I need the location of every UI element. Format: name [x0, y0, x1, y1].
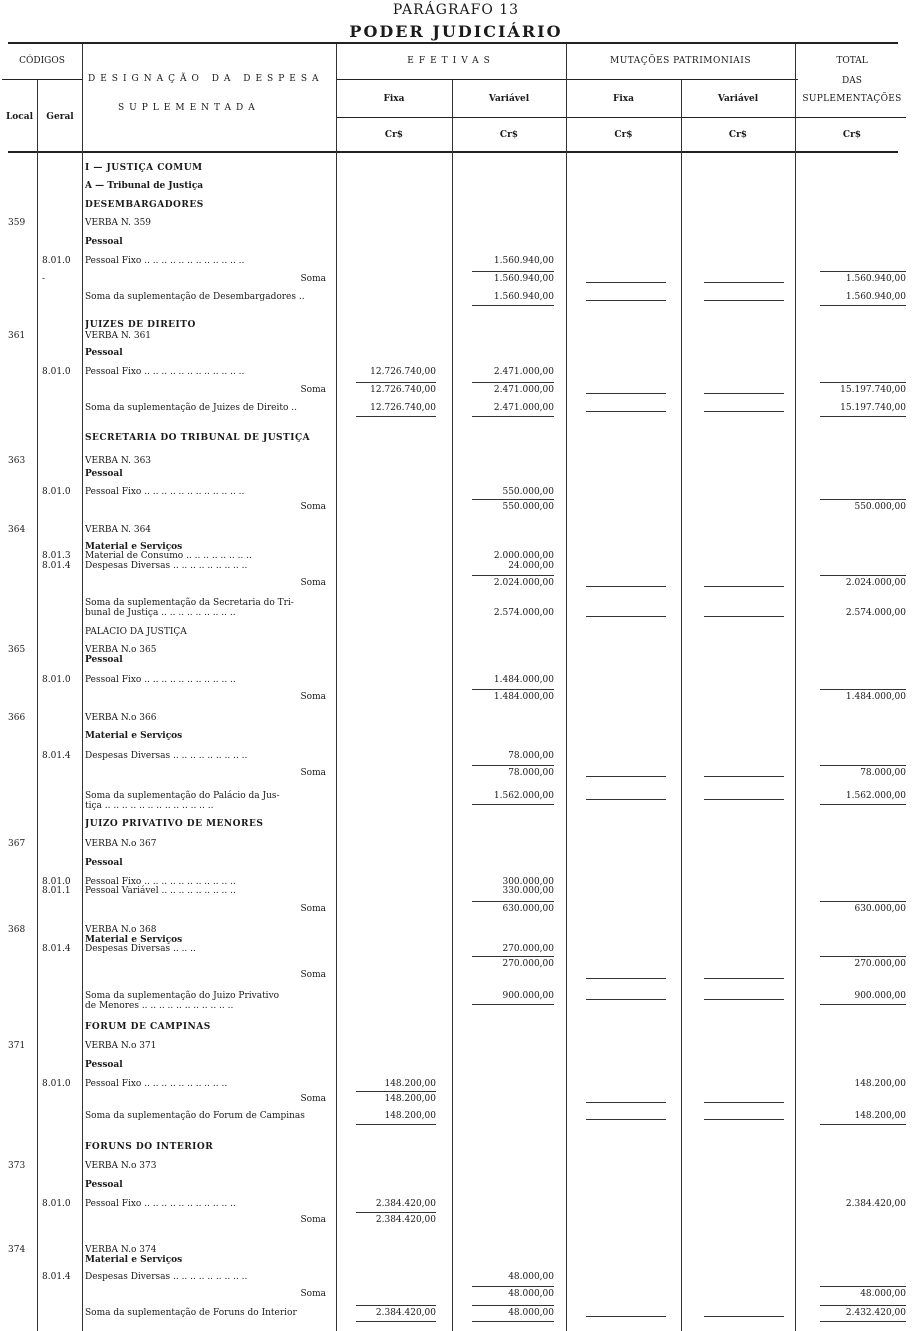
- currency-rule: [336, 117, 906, 118]
- top-rule: [8, 42, 898, 44]
- sum-rule: [820, 1286, 906, 1287]
- expense-description: Despesas Diversas .. .. .. .. .. .. .. .. ..: [85, 1272, 248, 1282]
- expense-description: VERBA N.o 368: [85, 925, 157, 935]
- col-divider: [566, 44, 567, 1331]
- sum-rule: [472, 689, 554, 690]
- variavel-value: 1.562.000,00: [493, 791, 554, 801]
- local-code: 374: [8, 1245, 26, 1255]
- soma-label: Soma: [300, 385, 326, 395]
- mutacoes-fixa-blank: [586, 300, 666, 301]
- variavel-value: 48.000,00: [508, 1308, 554, 1318]
- col-divider: [795, 44, 796, 1331]
- mutacoes-fixa-blank: [586, 282, 666, 283]
- total-value: 900.000,00: [854, 991, 906, 1001]
- col-divider: [681, 80, 682, 1331]
- variavel-value: 1.484.000,00: [493, 675, 554, 685]
- expense-description: VERBA N. 364: [85, 525, 152, 535]
- soma-label: Soma: [300, 274, 326, 284]
- mutacoes-fixa-blank: [586, 1316, 666, 1317]
- geral-code: 8.01.0: [42, 1079, 71, 1089]
- sum-rule: [472, 901, 554, 902]
- expense-description: Material de Consumo .. .. .. .. .. .. .. ..: [85, 551, 252, 561]
- fixa-value: 2.384.420,00: [375, 1199, 436, 1209]
- expense-description: Despesas Diversas .. .. ..: [85, 944, 196, 954]
- total-value: 630.000,00: [854, 904, 906, 914]
- expense-description: Pessoal: [85, 1060, 123, 1070]
- expense-description: Material e Serviços: [85, 542, 183, 552]
- total-value: 2.432.420,00: [845, 1308, 906, 1318]
- expense-description: Pessoal: [85, 1180, 123, 1190]
- sum-rule: [356, 382, 436, 383]
- mutacoes-fixa-blank: [586, 776, 666, 777]
- variavel-value: 2.471.000,00: [493, 367, 554, 377]
- total-value: 270.000,00: [854, 959, 906, 969]
- header-suplementacoes: SUPLEMENTAÇÕES: [802, 94, 902, 104]
- local-code: 373: [8, 1161, 26, 1171]
- expense-description: VERBA N.o 367: [85, 839, 157, 849]
- sum-underline: [820, 1004, 906, 1005]
- variavel-value: 900.000,00: [502, 991, 554, 1001]
- expense-description: VERBA N. 361: [85, 331, 152, 341]
- expense-description: Pessoal: [85, 348, 123, 358]
- expense-description: PALÁCIO DA JUSTIÇA: [85, 627, 187, 637]
- expense-description: I — JUSTIÇA COMUM: [85, 163, 203, 173]
- header-codigos: CÓDIGOS: [19, 56, 65, 66]
- sum-rule: [820, 956, 906, 957]
- expense-description: Soma da suplementação do Juizo Privativo: [85, 991, 280, 1001]
- mutacoes-variavel-blank: [704, 1119, 784, 1120]
- paragraph-title: PARÁGRAFO 13: [392, 2, 520, 18]
- sum-rule: [820, 689, 906, 690]
- sum-rule: [472, 1286, 554, 1287]
- fixa-value: 2.384.420,00: [375, 1308, 436, 1318]
- mutacoes-fixa-blank: [586, 393, 666, 394]
- expense-description: VERBA N.o 366: [85, 713, 157, 723]
- expense-description: DESEMBARGADORES: [85, 200, 204, 210]
- expense-description: Soma da suplementação do Palácio da Jus-: [85, 791, 280, 801]
- total-value: 2.024.000,00: [845, 578, 906, 588]
- fixa-value: 148.200,00: [384, 1111, 436, 1121]
- total-value: 2.574.000,00: [845, 608, 906, 618]
- variavel-value: 78.000,00: [508, 768, 554, 778]
- expense-description: VERBA N.o 371: [85, 1041, 157, 1051]
- geral-code: 8.01.0: [42, 487, 71, 497]
- header-currency: Cr$: [842, 130, 862, 140]
- total-value: 1.484.000,00: [845, 692, 906, 702]
- variavel-value: 1.560.940,00: [493, 292, 554, 302]
- sum-underline: [820, 1124, 906, 1125]
- mutacoes-variavel-blank: [704, 300, 784, 301]
- total-value: 2.384.420,00: [845, 1199, 906, 1209]
- fixa-value: 148.200,00: [384, 1079, 436, 1089]
- fixa-value: 12.726.740,00: [370, 385, 436, 395]
- sum-underline: [472, 305, 554, 306]
- sum-underline: [472, 416, 554, 417]
- sum-rule: [472, 382, 554, 383]
- mutacoes-fixa-blank: [586, 978, 666, 979]
- expense-description: JUIZO PRIVATIVO DE MENORES: [85, 819, 264, 829]
- header-geral: Geral: [46, 112, 74, 122]
- expense-description: VERBA N. 363: [85, 456, 152, 466]
- total-value: 78.000,00: [860, 768, 906, 778]
- geral-code: -: [42, 274, 46, 284]
- variavel-value: 2.471.000,00: [493, 385, 554, 395]
- col-divider: [452, 80, 453, 1331]
- variavel-value: 48.000,00: [508, 1272, 554, 1282]
- mutacoes-fixa-blank: [586, 586, 666, 587]
- variavel-value: 2.471.000,00: [493, 403, 554, 413]
- mutacoes-variavel-blank: [704, 411, 784, 412]
- sum-rule: [820, 271, 906, 272]
- variavel-value: 2.000.000,00: [493, 551, 554, 561]
- header-variavel: Variável: [488, 94, 530, 104]
- sum-underline: [356, 1124, 436, 1125]
- header-total: TOTAL: [836, 56, 868, 66]
- expense-description: VERBA N.o 365: [85, 645, 157, 655]
- expense-description: Material e Serviços: [85, 731, 183, 741]
- variavel-value: 24.000,00: [508, 561, 554, 571]
- expense-description: VERBA N.o 373: [85, 1161, 157, 1171]
- variavel-value: 550.000,00: [502, 487, 554, 497]
- total-value: 148.200,00: [854, 1079, 906, 1089]
- geral-code: 8.01.4: [42, 944, 71, 954]
- fixa-value: 12.726.740,00: [370, 367, 436, 377]
- soma-label: Soma: [300, 768, 326, 778]
- expense-description: Pessoal Fixo .. .. .. .. .. .. .. .. .. .. ..: [85, 1199, 236, 1209]
- sum-rule: [472, 271, 554, 272]
- sum-rule: [820, 575, 906, 576]
- expense-description: VERBA N. 359: [85, 218, 152, 228]
- fixa-value: 2.384.420,00: [375, 1215, 436, 1225]
- geral-code: 8.01.0: [42, 256, 71, 266]
- expense-description: Pessoal Fixo .. .. .. .. .. .. .. .. .. ..: [85, 1079, 228, 1089]
- header-efetivas: EFETIVAS: [407, 56, 495, 66]
- mutacoes-variavel-blank: [704, 1316, 784, 1317]
- sum-rule: [356, 1091, 436, 1092]
- col-divider: [82, 44, 83, 1331]
- local-code: 367: [8, 839, 26, 849]
- expense-description: FORUNS DO INTERIOR: [85, 1142, 214, 1152]
- variavel-value: 2.574.000,00: [493, 608, 554, 618]
- mutacoes-variavel-blank: [704, 776, 784, 777]
- expense-description: bunal de Justiça .. .. .. .. .. .. .. .. ..: [85, 608, 236, 618]
- expense-description: Despesas Diversas .. .. .. .. .. .. .. .. ..: [85, 561, 248, 571]
- sum-underline: [820, 804, 906, 805]
- soma-label: Soma: [300, 970, 326, 980]
- sum-underline: [472, 1321, 554, 1322]
- sum-rule: [820, 382, 906, 383]
- header-currency: Cr$: [728, 130, 748, 140]
- expense-description: Soma da suplementação da Secretaria do Tri-: [85, 598, 294, 608]
- soma-label: Soma: [300, 904, 326, 914]
- mutacoes-fixa-blank: [586, 999, 666, 1000]
- total-value: 48.000,00: [860, 1289, 906, 1299]
- expense-description: VERBA N.o 374: [85, 1245, 157, 1255]
- sum-underline: [356, 416, 436, 417]
- geral-code: 8.01.3: [42, 551, 71, 561]
- soma-label: Soma: [300, 502, 326, 512]
- total-value: 1.560.940,00: [845, 292, 906, 302]
- expense-description: Soma da suplementação de Juizes de Direito ..: [85, 403, 297, 413]
- header-bottom-rule: [8, 151, 898, 153]
- header-variavel: Variável: [717, 94, 759, 104]
- header-currency: Cr$: [614, 130, 633, 140]
- variavel-value: 1.560.940,00: [493, 274, 554, 284]
- variavel-value: 78.000,00: [508, 751, 554, 761]
- total-value: 550.000,00: [854, 502, 906, 512]
- expense-description: Pessoal Fixo .. .. .. .. .. .. .. .. .. .. .. ..: [85, 256, 245, 266]
- fixa-value: 148.200,00: [384, 1094, 436, 1104]
- expense-description: Material e Serviços: [85, 1255, 183, 1265]
- expense-description: Despesas Diversas .. .. .. .. .. .. .. .. ..: [85, 751, 248, 761]
- local-code: 359: [8, 218, 26, 228]
- expense-description: tiça .. .. .. .. .. .. .. .. .. .. .. .. ..: [85, 801, 214, 811]
- sum-underline: [820, 1321, 906, 1322]
- section-title: PODER JUDICIÁRIO: [349, 22, 563, 41]
- sum-rule: [472, 1305, 554, 1306]
- sum-underline: [820, 416, 906, 417]
- sum-rule: [820, 765, 906, 766]
- mutacoes-variavel-blank: [704, 999, 784, 1000]
- expense-description: SECRETARIA DO TRIBUNAL DE JUSTIÇA: [85, 433, 311, 443]
- mutacoes-variavel-blank: [704, 799, 784, 800]
- variavel-value: 630.000,00: [502, 904, 554, 914]
- expense-description: Pessoal: [85, 858, 123, 868]
- sum-rule: [472, 956, 554, 957]
- header-designacao: DESIGNAÇÃO DA DESPESA: [88, 74, 324, 84]
- mutacoes-variavel-blank: [704, 616, 784, 617]
- mutacoes-fixa-blank: [586, 616, 666, 617]
- sum-rule: [356, 1212, 436, 1213]
- local-code: 371: [8, 1041, 26, 1051]
- total-value: 148.200,00: [854, 1111, 906, 1121]
- expense-description: JUIZES DE DIREITO: [85, 320, 196, 330]
- sum-rule: [472, 765, 554, 766]
- variavel-value: 300.000,00: [502, 877, 554, 887]
- expense-description: Soma da suplementação de Foruns do Interior: [85, 1308, 297, 1318]
- soma-label: Soma: [300, 1289, 326, 1299]
- expense-description: Pessoal Fixo .. .. .. .. .. .. .. .. .. .. .. ..: [85, 367, 245, 377]
- sum-rule: [820, 499, 906, 500]
- local-code: 368: [8, 925, 26, 935]
- variavel-value: 2.024.000,00: [493, 578, 554, 588]
- fixa-value: 12.726.740,00: [370, 403, 436, 413]
- efetivas-rule: [336, 79, 798, 80]
- expense-description: Pessoal: [85, 655, 123, 665]
- geral-code: 8.01.0: [42, 367, 71, 377]
- total-value: 1.562.000,00: [845, 791, 906, 801]
- header-suplementada: SUPLEMENTADA: [118, 103, 260, 113]
- geral-code: 8.01.0: [42, 675, 71, 685]
- geral-code: 8.01.4: [42, 751, 71, 761]
- expense-description: Pessoal Fixo .. .. .. .. .. .. .. .. .. .. .. ..: [85, 487, 245, 497]
- variavel-value: 1.484.000,00: [493, 692, 554, 702]
- header-fixa: Fixa: [612, 94, 634, 104]
- sum-rule: [472, 499, 554, 500]
- header-mutacoes: MUTAÇÕES PATRIMONIAIS: [610, 56, 751, 66]
- geral-code: 8.01.1: [42, 886, 71, 896]
- mutacoes-fixa-blank: [586, 1119, 666, 1120]
- expense-description: de Menores .. .. .. .. .. .. .. .. .. .. ..: [85, 1001, 234, 1011]
- variavel-value: 48.000,00: [508, 1289, 554, 1299]
- soma-label: Soma: [300, 578, 326, 588]
- mutacoes-variavel-blank: [704, 393, 784, 394]
- expense-description: Pessoal Fixo .. .. .. .. .. .. .. .. .. .. ..: [85, 877, 236, 887]
- local-code: 363: [8, 456, 26, 466]
- sum-rule: [472, 575, 554, 576]
- header-local: Local: [5, 112, 34, 122]
- local-code: 365: [8, 645, 26, 655]
- variavel-value: 550.000,00: [502, 502, 554, 512]
- sum-rule: [820, 1305, 906, 1306]
- col-divider: [336, 44, 337, 1331]
- sum-underline: [472, 804, 554, 805]
- mutacoes-fixa-blank: [586, 1102, 666, 1103]
- variavel-value: 330.000,00: [502, 886, 554, 896]
- header-currency: Cr$: [499, 130, 519, 140]
- geral-code: 8.01.0: [42, 1199, 71, 1209]
- expense-description: FORUM DE CAMPINAS: [85, 1022, 211, 1032]
- geral-code: 8.01.0: [42, 877, 71, 887]
- local-code: 366: [8, 713, 26, 723]
- mutacoes-variavel-blank: [704, 978, 784, 979]
- geral-code: 8.01.4: [42, 561, 71, 571]
- variavel-value: 270.000,00: [502, 959, 554, 969]
- header-fixa: Fixa: [383, 94, 405, 104]
- header-das: DAS: [842, 76, 862, 86]
- local-code: 364: [8, 525, 26, 535]
- header-currency: Cr$: [384, 130, 404, 140]
- total-value: 1.560.940,00: [845, 274, 906, 284]
- sum-underline: [472, 1004, 554, 1005]
- mutacoes-variavel-blank: [704, 1102, 784, 1103]
- variavel-value: 270.000,00: [502, 944, 554, 954]
- mutacoes-fixa-blank: [586, 411, 666, 412]
- sum-underline: [820, 305, 906, 306]
- sum-rule: [820, 901, 906, 902]
- mutacoes-variavel-blank: [704, 282, 784, 283]
- expense-description: Pessoal Fixo .. .. .. .. .. .. .. .. .. .. ..: [85, 675, 236, 685]
- soma-label: Soma: [300, 692, 326, 702]
- mutacoes-variavel-blank: [704, 586, 784, 587]
- variavel-value: 1.560.940,00: [493, 256, 554, 266]
- geral-code: 8.01.4: [42, 1272, 71, 1282]
- sum-rule: [356, 1305, 436, 1306]
- expense-description: A — Tribunal de Justiça: [85, 181, 204, 191]
- codigos-rule: [2, 79, 82, 80]
- expense-description: Pessoal: [85, 469, 123, 479]
- total-value: 15.197.740,00: [840, 403, 906, 413]
- sum-underline: [356, 1321, 436, 1322]
- expense-description: Pessoal: [85, 237, 123, 247]
- expense-description: Soma da suplementação do Forum de Campinas: [85, 1111, 305, 1121]
- expense-description: Material e Serviços: [85, 935, 183, 945]
- mutacoes-fixa-blank: [586, 799, 666, 800]
- total-value: 15.197.740,00: [840, 385, 906, 395]
- soma-label: Soma: [300, 1215, 326, 1225]
- soma-label: Soma: [300, 1094, 326, 1104]
- local-code: 361: [8, 331, 26, 341]
- expense-description: Pessoal Variável .. .. .. .. .. .. .. .. ..: [85, 886, 236, 896]
- expense-description: Soma da suplementação de Desembargadores ..: [85, 292, 305, 302]
